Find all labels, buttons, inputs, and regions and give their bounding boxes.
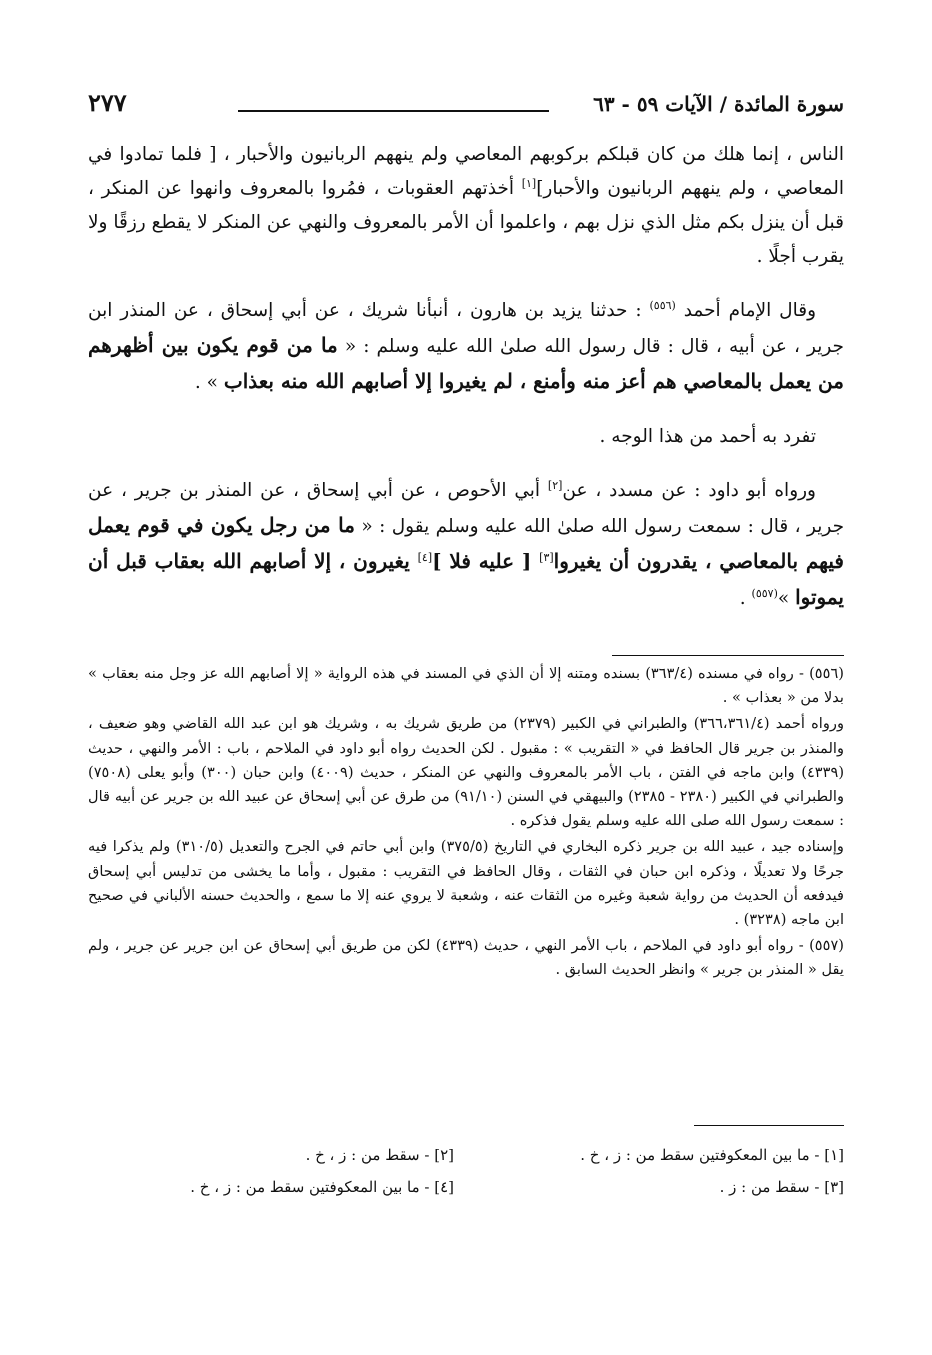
variant-separator bbox=[694, 1125, 844, 1126]
page-number: ٢٧٧ bbox=[88, 88, 127, 117]
footnote-ref: (٥٥٦) bbox=[649, 298, 676, 312]
variant-note: [٢] - سقط من : ز ، خ . bbox=[305, 1146, 454, 1164]
variant-note: [٣] - سقط من : ز . bbox=[719, 1178, 844, 1196]
hadith-text: يغيرون ، إلا أصابهم الله بعقاب قبل أن يموتوا bbox=[88, 549, 844, 609]
header-rule bbox=[238, 110, 549, 112]
variant-note: [١] - ما بين المعكوفتين سقط من : ز ، خ . bbox=[580, 1146, 844, 1164]
footnote: ورواه أحمد (٣٦٦،٣٦١/٤) والطبراني في الكبير (٢٣٧٩) من طريق شريك به ، وشريك هو ابن عبد الله القاضي وهو ضعيف ، والمنذر بن جرير قال الحافظ في « التقريب » : مقبول . لكن الحديث رواه أبو داود في الملاحم ، باب : الأمر والنهي ، حديث (٤٣٣٩) وابن ماجه في الفتن ، باب الأمر بالمعروف والنهي عن المنكر ، حديث (٤٠٠٩) وابن حبان (٣٠٠) وأبو يعلى (٧٥٠٨) والطبراني في الكبير (٢٣٨٠ - ٢٣٨٥) والبيهقي في السنن (٩١/١٠) من طرق عن أبي إسحاق عن عبيد الله بن جرير عن أبيه قال : سمعت رسول الله صلى الله عليه وسلم يقول فذكره . bbox=[88, 715, 845, 830]
footnote: (٥٥٦) - رواه في مسنده (٣٦٣/٤) بسنده ومتنه إلا أن الذي في المسند في هذه الرواية « إلا أصابهم الله عز وجل منه بعقاب » بدلا من « بعذاب » . bbox=[88, 665, 844, 707]
variant-ref: [١] bbox=[521, 176, 537, 190]
main-text bbox=[88, 138, 844, 636]
variant-ref: [٤] bbox=[417, 550, 433, 564]
hadith-text: ما من رجل يكون في قوم يعمل فيهم بالمعاصي ، يقدرون أن يغيروا bbox=[88, 513, 844, 573]
paragraph-4: ورواه أبو داود : عن مسدد ، عن[٢] أبي الأحوص ، عن أبي إسحاق ، عن المنذر بن جرير ، عن جرير ، قال : سمعت رسول الله صلىٰ الله عليه وسلم يقول : « ما من رجل يكون في قوم يعمل فيهم بالمعاصي ، يقدرون أن يغيروا[٣] [ عليه فلا ][٤] يغيرون ، إلا أصابهم الله بعقاب قبل أن يموتوا »$^{(٥٥٧)}$ . bbox=[88, 478, 845, 609]
footnote-ref: (٥٥٧) bbox=[751, 586, 778, 600]
variant-ref: [٢] bbox=[547, 478, 563, 492]
paragraph-2: وقال الإمام أحمد $^{(٥٥٦)}$ : حدثنا يزيد بن هارون ، أنبأنا شريك ، عن أبي إسحاق ، عن المنذر ابن جرير ، عن أبيه ، قال : قال رسول الله صلىٰ الله عليه وسلم : « ما من قوم يكون بين أظهرهم من يعمل بالمعاصي هم أعز منه وأمنع ، لم يغيروا إلا أصابهم الله منه بعذاب » . bbox=[88, 298, 844, 393]
page-header bbox=[88, 84, 844, 128]
paragraph-3: تفرد به أحمد من هذا الوجه . bbox=[599, 426, 816, 447]
running-title: سورة المائدة / الآيات ٥٩ - ٦٣ bbox=[593, 92, 844, 116]
variant-note: [٤] - ما بين المعكوفتين سقط من : ز ، خ . bbox=[190, 1178, 454, 1196]
footnote: (٥٥٧) - رواه أبو داود في الملاحم ، باب الأمر النهي ، حديث (٤٣٣٩) لكن من طريق أبي إسحاق عن ابن جرير عن جرير ، ولم يقل « المنذر بن جرير » وانظر الحديث السابق . bbox=[88, 937, 844, 979]
footnote-separator bbox=[612, 655, 844, 656]
footnotes bbox=[88, 662, 844, 985]
hadith-text: ما من قوم يكون بين أظهرهم من يعمل بالمعاصي هم أعز منه وأمنع ، لم يغيروا إلا أصابهم الله منه بعذاب bbox=[88, 333, 844, 393]
paragraph-1: الناس ، إنما هلك من كان قبلكم بركوبهم المعاصي ولم ينههم الربانيون والأحبار ، [ فلما تمادوا في المعاصي ، ولم ينههم الربانيون والأحبار][١] أخذتهم العقوبات ، فمُروا بالمعروف وانهوا عن المنكر ، قبل أن ينزل بكم مثل الذي نزل بهم ، واعلموا أن الأمر بالمعروف والنهي عن المنكر لا يقطع رزقًا ولا يقرب أجلًا . bbox=[88, 144, 844, 267]
variant-ref: [٣] bbox=[539, 550, 554, 564]
footnote: وإسناده جيد ، عبيد الله بن جرير ذكره البخاري في التاريخ (٣٧٥/٥) وابن أبي حاتم في الجرح والتعديل (٣١٠/٥) ولم يذكرا فيه جرحًا ولا تعديلًا ، وذكره ابن حبان في الثقات ، وقال الحافظ في التقريب : مقبول ، وأما ما يخشى من تدليس أبي إسحاق فيدفعه أن الحديث من رواية شعبة وغيره من الثقات عنه ، وشعبة لا يروي عنه إلا ما سمع ، والحديث حسنه الألباني في صحيح ابن ماجه (٣٢٣٨) . bbox=[88, 838, 844, 929]
variant-notes bbox=[88, 1146, 844, 1208]
